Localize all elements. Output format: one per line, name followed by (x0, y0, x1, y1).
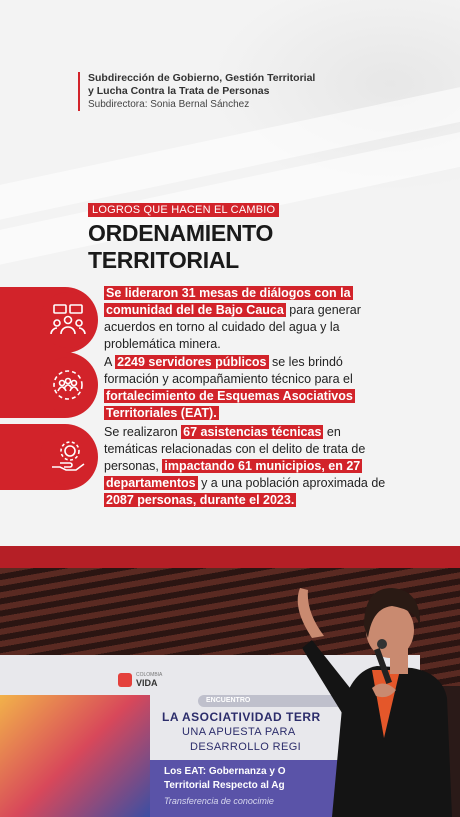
header-line-1: Subdirección de Gobierno, Gestión Territorial (88, 72, 316, 84)
logo-mark-icon (118, 673, 132, 687)
speaker-figure (272, 578, 460, 817)
banner-art (0, 695, 150, 817)
item-3-highlight-2: impactando 61 municipios, en 27 departamentos (106, 459, 361, 490)
item-2-highlight-2: fortalecimiento de Esquemas Asociativos Territoriales (EAT). (106, 389, 353, 420)
section-title (88, 220, 288, 274)
header-line-2: y Lucha Contra la Trata de Personas (88, 85, 270, 97)
banner-pill: ENCUENTRO (198, 695, 346, 707)
title-line-2: TERRITORIAL (88, 247, 239, 273)
header-block (78, 72, 315, 111)
section-kicker: LOGROS QUE HACEN EL CAMBIO (88, 203, 279, 217)
item-3-highlight-3: 2087 personas, durante el 2023. (106, 493, 295, 507)
logo-big-text: VIDA (136, 678, 158, 688)
title-line-1: ORDENAMIENTO (88, 220, 274, 246)
photo-top-band (0, 546, 460, 568)
item-3-text (104, 424, 394, 509)
banner-line-3: DESARROLLO REGI (190, 741, 302, 753)
hand-gear-icon (40, 429, 96, 485)
item-3-highlight-1: 67 asistencias técnicas (183, 425, 322, 439)
header-subtitle: Subdirectora: Sonia Bernal Sánchez (88, 99, 250, 110)
item-3-body-2: y a una población aproximada de (197, 476, 386, 490)
banner-line-6: Transferencia de conocimie (164, 796, 274, 806)
logo-small-text: COLOMBIA (136, 672, 163, 678)
team-gear-icon (40, 357, 96, 413)
people-dialogue-icon (40, 292, 96, 348)
item-2-highlight-1: 2249 servidores públicos (117, 355, 267, 369)
item-1-text (104, 285, 404, 353)
item-1-highlight: Se lideraron 31 mesas de diálogos con la comunidad del de Bajo Cauca (106, 286, 351, 317)
item-3-lead: Se realizaron (104, 425, 182, 439)
banner-logo (118, 672, 162, 688)
item-2-body: se les brindó formación y acompañamiento técnico para el (104, 355, 353, 386)
banner-line-2: UNA APUESTA PARA (182, 726, 296, 738)
banner-line-4: Los EAT: Gobernanza y O (164, 766, 286, 777)
banner-line-1: LA ASOCIATIVIDAD TERR (162, 710, 321, 724)
item-2-text (104, 354, 389, 422)
banner-line-5: Territorial Respecto al Ag (164, 780, 285, 791)
item-3-body-1: en temáticas relacionadas con el delito de trata de personas, (104, 425, 366, 473)
item-1-body: para generar acuerdos en torno al cuidado del agua y la problemática minera. (104, 303, 361, 351)
item-2-lead: A (104, 355, 116, 369)
